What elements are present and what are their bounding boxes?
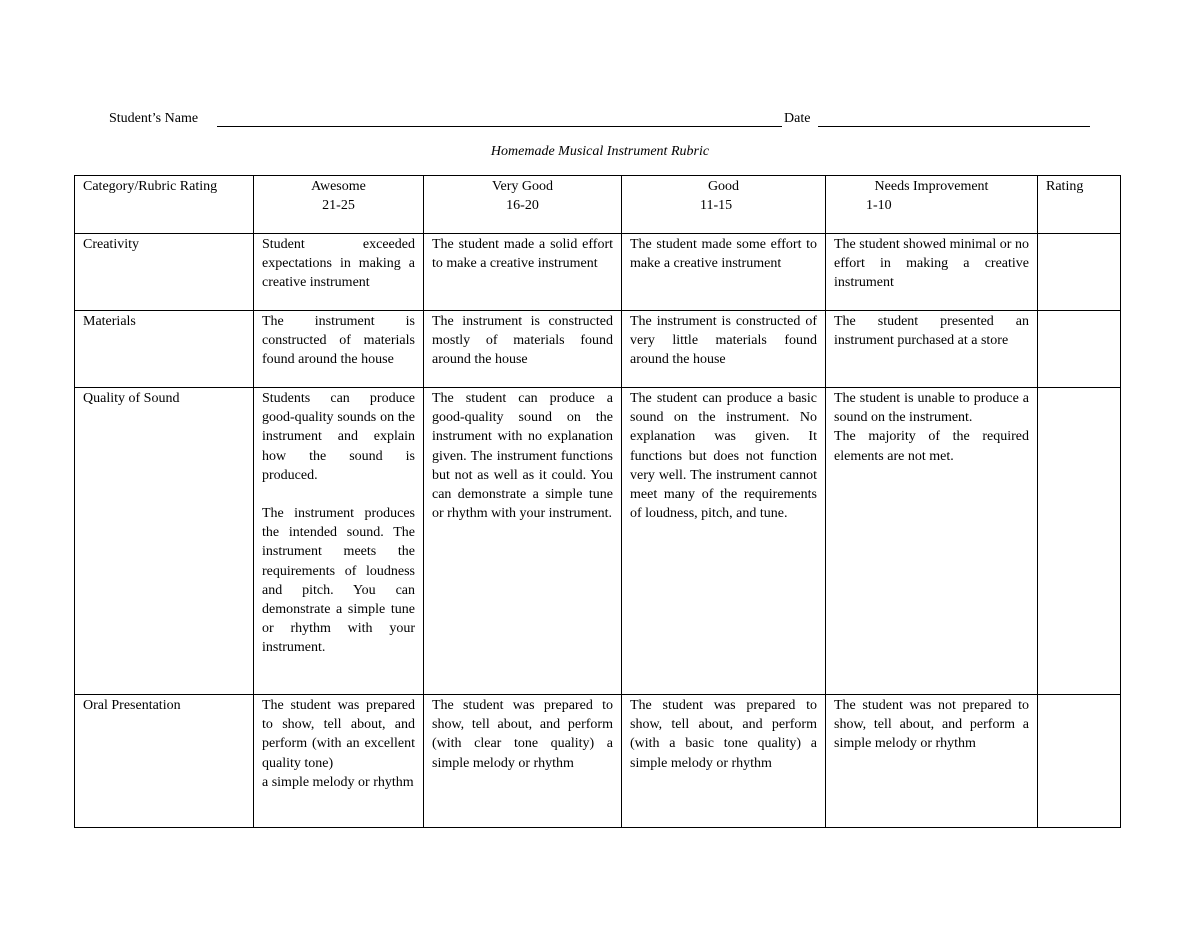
category-cell [75, 388, 254, 695]
category-cell [75, 311, 254, 388]
student-info-line [109, 110, 1091, 130]
rating-cell[interactable] [1038, 234, 1121, 311]
rubric-table [74, 175, 1121, 828]
header-awesome-score: 21-25 [322, 198, 355, 214]
paragraph-gap [262, 485, 415, 504]
rating-cell[interactable] [1038, 695, 1121, 828]
category-label: Creativity [83, 237, 139, 252]
header-needs-improvement-score: 1-10 [866, 198, 892, 214]
date-blank [818, 126, 1090, 127]
criteria-text: a simple melody or rhythm [262, 774, 414, 790]
criteria-text: The instrument is constructed of very little materials found around the house [630, 314, 817, 368]
header-row [75, 176, 1121, 234]
criteria-text: The student was prepared to show, tell about, and perform (with an excellent quality tone) [262, 698, 415, 771]
criteria-text: The student is unable to produce a sound on the instrument. [834, 391, 1029, 426]
criteria-text: The majority of the required elements are not met. [834, 429, 1029, 464]
header-rating-label: Rating [1046, 179, 1084, 194]
very-good-cell [424, 388, 622, 695]
header-very-good-label: Very Good [491, 179, 554, 194]
student-name-blank [217, 126, 782, 127]
category-label: Oral Presentation [83, 698, 181, 713]
student-name-label: Student’s Name [109, 111, 199, 126]
table-row [75, 311, 1121, 388]
good-cell [622, 311, 826, 388]
header-awesome-label: Awesome [311, 179, 366, 194]
criteria-text: The student can produce a basic sound on the instrument. No explanation was given. It functions but does not function very well. The instrument cannot meet many of the requirements of loudness, pitch, and tune. [630, 391, 817, 522]
criteria-text: The student was prepared to show, tell about, and perform (with clear tone quality) a simple melody or rhythm [432, 698, 613, 771]
criteria-text: Student exceeded expectations in making a creative instrument [262, 237, 415, 291]
criteria-text: The student was prepared to show, tell about, and perform (with a basic tone quality) a simple melody or rhythm [630, 698, 817, 771]
rating-cell[interactable] [1038, 311, 1121, 388]
criteria-text: Students can produce good-quality sounds on the instrument and explain how the sound is produced. [262, 391, 415, 483]
awesome-cell [254, 311, 424, 388]
table-row [75, 388, 1121, 695]
rating-cell[interactable] [1038, 388, 1121, 695]
header-awesome [254, 176, 424, 234]
awesome-cell [254, 388, 424, 695]
header-category-label: Category/Rubric Rating [83, 179, 218, 194]
header-very-good-score: 16-20 [506, 198, 539, 214]
header-good [622, 176, 826, 234]
needs-improvement-cell [826, 695, 1038, 828]
header-needs-improvement-label: Needs Improvement [874, 179, 989, 194]
awesome-cell [254, 695, 424, 828]
table-row [75, 234, 1121, 311]
header-category [75, 176, 254, 234]
criteria-text: The student made a solid effort to make a creative instrument [432, 237, 613, 272]
category-cell [75, 234, 254, 311]
criteria-text: The instrument is constructed mostly of materials found around the house [432, 314, 613, 368]
good-cell [622, 234, 826, 311]
criteria-text: The student made some effort to make a creative instrument [630, 237, 817, 272]
very-good-cell [424, 234, 622, 311]
header-rating [1038, 176, 1121, 234]
date-label: Date [784, 111, 811, 126]
good-cell [622, 388, 826, 695]
rubric-title: Homemade Musical Instrument Rubric [490, 144, 710, 159]
needs-improvement-cell [826, 311, 1038, 388]
very-good-cell [424, 695, 622, 828]
needs-improvement-cell [826, 388, 1038, 695]
awesome-cell [254, 234, 424, 311]
category-cell [75, 695, 254, 828]
good-cell [622, 695, 826, 828]
header-good-score: 11-15 [700, 198, 733, 214]
table-row [75, 695, 1121, 828]
needs-improvement-cell [826, 234, 1038, 311]
header-good-label: Good [707, 179, 740, 194]
category-label: Quality of Sound [83, 391, 180, 406]
criteria-text: The student presented an instrument purchased at a store [834, 314, 1029, 349]
very-good-cell [424, 311, 622, 388]
header-very-good [424, 176, 622, 234]
criteria-text: The student was not prepared to show, tell about, and perform a simple melody or rhythm [834, 698, 1029, 752]
criteria-text: The instrument is constructed of materials found around the house [262, 314, 415, 368]
header-needs-improvement [826, 176, 1038, 234]
category-label: Materials [83, 314, 136, 329]
criteria-text: The student can produce a good-quality sound on the instrument with no explanation given. The instrument functions but not as well as it could. You can demonstrate a simple tune or rhythm with your instrument. [432, 391, 613, 522]
criteria-text: The student showed minimal or no effort in making a creative instrument [834, 237, 1029, 291]
criteria-text: The instrument produces the intended sound. The instrument meets the requirements of loudness and pitch. You can demonstrate a simple tune or rhythm with your instrument. [262, 506, 415, 656]
